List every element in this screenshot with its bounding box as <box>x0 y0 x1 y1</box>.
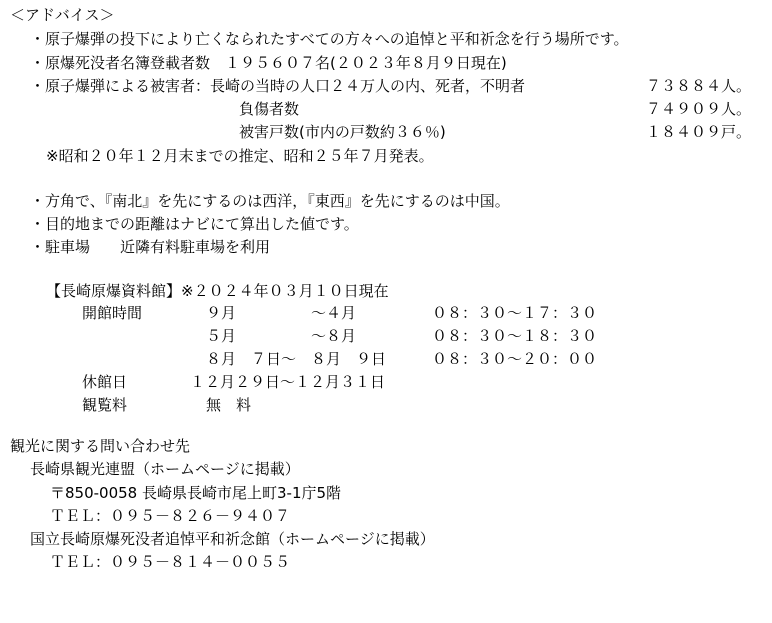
advice-bullet-parking: ・駐車場 近隣有料駐車場を利用 <box>30 238 271 256</box>
dead-missing-value: ７３８８４人。 <box>646 77 752 95</box>
injured-label: 負傷者数 <box>239 100 300 118</box>
houses-label: 被害戸数(市内の戸数約３６％) <box>239 123 446 141</box>
hours-period-1: ９月 ～４月 <box>206 304 357 322</box>
hours-time-3: ０８：３０～２０：００ <box>432 350 598 368</box>
damage-note: ※昭和２０年１２月末までの推定、昭和２５年７月発表。 <box>46 147 434 165</box>
advice-bullet-direction: ・方角で、『南北』を先にするのは西洋，『東西』を先にするのは中国。 <box>30 192 510 210</box>
advice-bullet-memorial: ・原子爆弾の投下により亡くなられたすべての方々への追悼と平和祈念を行う場所です。 <box>30 30 629 48</box>
org1-address: 〒850-0058 長崎県長崎市尾上町3-1庁5階 <box>50 484 342 502</box>
fee-value: 無 料 <box>206 396 252 414</box>
advice-heading: ＜アドバイス＞ <box>10 6 115 24</box>
advice-bullet-damage: ・原子爆弾による被害者：長崎の当時の人口２４万人の内、死者，不明者 <box>30 77 526 95</box>
injured-value: ７４９０９人。 <box>646 100 752 118</box>
org2-tel: ＴＥＬ：０９５－８１４－００５５ <box>50 553 291 571</box>
hours-period-2: ５月 ～８月 <box>206 327 357 345</box>
hours-period-3: ８月 ７日～ ８月 ９日 <box>206 350 387 368</box>
closed-value: １２月２９日～１２月３１日 <box>190 373 386 391</box>
contacts-heading: 観光に関する問い合わせ先 <box>10 437 191 455</box>
fee-label: 観覧料 <box>82 396 128 414</box>
hours-time-1: ０８：３０～１７：３０ <box>432 304 598 322</box>
houses-value: １８４０９戸。 <box>646 123 752 141</box>
advice-bullet-victims-register: ・原爆死没者名簿登載者数 １９５６０７名(２０２３年８月９日現在) <box>30 54 507 72</box>
hours-label: 開館時間 <box>82 304 143 322</box>
org1-name: 長崎県観光連盟（ホームページに掲載） <box>30 460 300 478</box>
closed-label: 休館日 <box>82 373 128 391</box>
org1-tel: ＴＥＬ：０９５－８２６－９４０７ <box>50 507 291 525</box>
museum-title: 【長崎原爆資料館】※２０２４年０３月１０日現在 <box>46 282 389 300</box>
advice-bullet-distance: ・目的地までの距離はナビにて算出した値です。 <box>30 215 359 233</box>
hours-time-2: ０８：３０～１８：３０ <box>432 327 598 345</box>
org2-name: 国立長崎原爆死没者追悼平和祈念館（ホームページに掲載） <box>30 530 435 548</box>
